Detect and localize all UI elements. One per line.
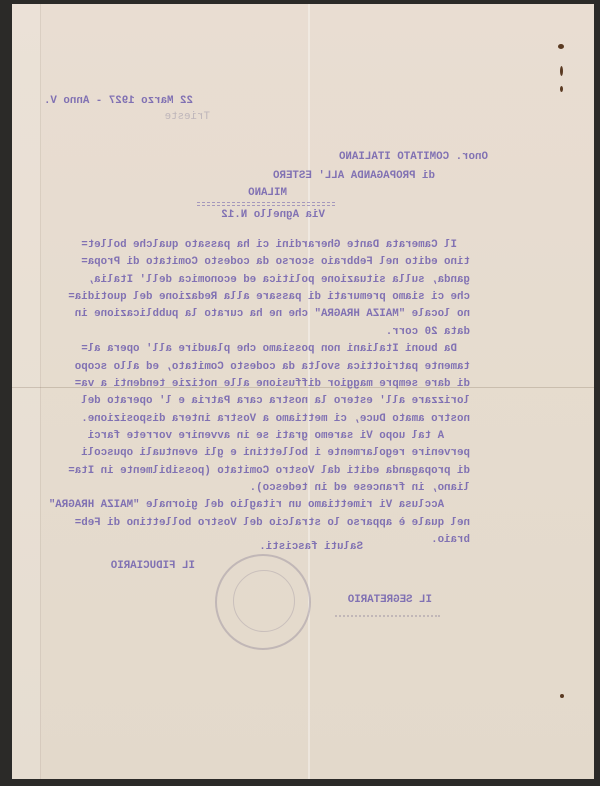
body-line: Da buoni Italiani non possiamo che plaudire all' opera al= [81, 343, 470, 356]
body-line: nel quale è apparso lo stralcio del Vostro bollettino di Feb= [74, 516, 470, 529]
place-faint: Trieste [164, 111, 210, 123]
body-line: A tal uopo Vi saremo grati se in avvenire vorrete farci [87, 429, 470, 442]
body-line: braio. [431, 534, 470, 546]
body-line: liano, in francese ed in tedesco). [249, 481, 470, 494]
rubber-stamp [215, 554, 311, 650]
recipient-line: di PROPAGANDA ALL' ESTERO [273, 170, 435, 182]
letter-date: 22 Marzo 1927 - Anno V. [43, 95, 193, 107]
signatory-fiduciario: IL FIDUCIARIO [110, 560, 195, 572]
recipient-city: MILANO [248, 187, 287, 199]
body-line: di propaganda editi dal Vostro Comitato (possibilmente in Ita= [68, 464, 470, 477]
recipient-line: Onor. COMITATO ITALIANO [338, 151, 488, 163]
recipient-address: Via Agnello N.12 [221, 209, 325, 221]
body-line: no locale "MAIZA HRAGRA" che ne ha curato la pubblicazione in [74, 308, 470, 321]
faint-typed-line [335, 615, 440, 617]
body-line: di dare sempre maggior diffusione alle notizie tendenti a va= [74, 377, 470, 390]
body-line: Acclusa Vi rimettiamo un ritaglio del giornale "MAIZA HRAGRA" [48, 499, 470, 512]
body-line: tamente patriottica svolta da codesto Comitato, ed allo scopo [74, 360, 470, 373]
body-line: Il Camerata Dante Gherardini ci ha passato qualche bollet= [81, 239, 470, 251]
body-line: ganda, sulla situazione politica ed economica dell' Italia, [87, 273, 470, 286]
body-line: lorizzare all' estero la nostra cara Patria e l' operato del [81, 395, 470, 408]
body-line: data 20 corr. [385, 325, 470, 338]
signatory-segretario: IL SEGRETARIO [347, 594, 432, 606]
body-line: pervenire regolarmente i bollettini e gli eventuali opuscoli [81, 447, 470, 460]
body-line: tino edito nel Febbraio scorso da codesto Comitato di Propa= [81, 256, 470, 269]
body-line: che ci siamo premurati di passare alla Redazione del quotidia= [68, 291, 470, 304]
closing: Saluti fascisti. [259, 541, 363, 553]
city-underline [197, 202, 335, 206]
body-line: nostro amato Duce, ci mettiamo a Vostra intera disposizione. [81, 412, 470, 425]
